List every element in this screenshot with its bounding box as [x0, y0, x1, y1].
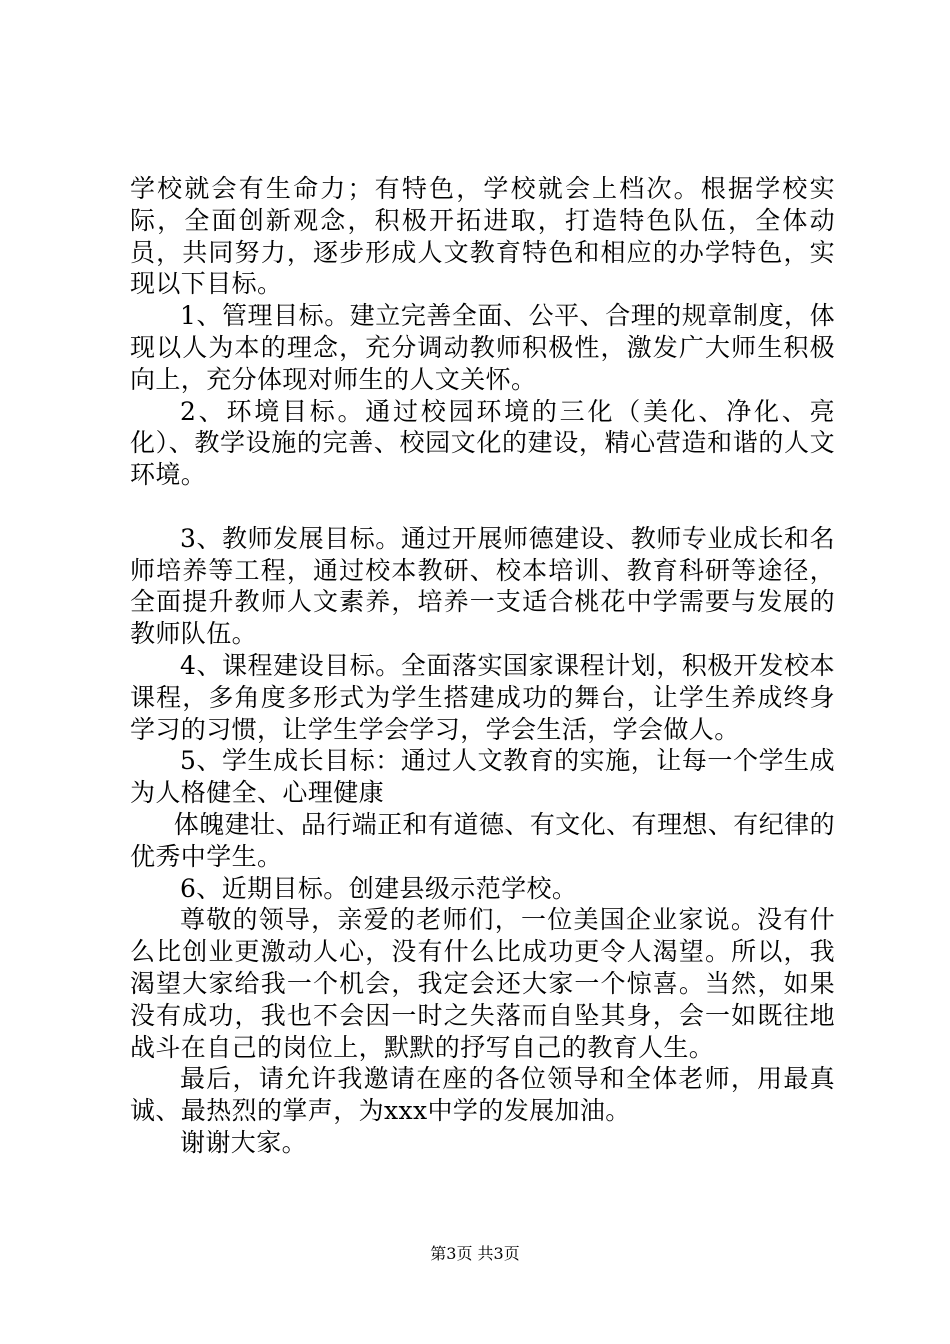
paragraph-student-goal: 5、学生成长目标：通过人文教育的实施，让每一个学生成为人格健全、心理健康	[130, 746, 835, 808]
paragraph-student-goal-continued: 体魄建壮、品行端正和有道德、有文化、有理想、有纪律的优秀中学生。	[130, 809, 835, 871]
paragraph-address-to-audience: 尊敬的领导，亲爱的老师们，一位美国企业家说。没有什么比创业更激动人心，没有什么比成功更令人渴望。所以，我渴望大家给我一个机会，我定会还大家一个惊喜。当然，如果没有成功，我也不会因一时之失落而自坠其身，会一如既往地战斗在自己的岗位上，默默的抒写自己的教育人生。	[130, 905, 835, 1062]
paragraph-environment-goal: 2、环境目标。通过校园环境的三化（美化、净化、亮化）、教学设施的完善、校园文化的建设，精心营造和谐的人文环境。	[130, 396, 835, 490]
page-number-footer: 第3页 共3页	[430, 1244, 520, 1263]
paragraph-curriculum-goal: 4、课程建设目标。全面落实国家课程计划，积极开发校本课程，多角度多形式为学生搭建成功的舞台，让学生养成终身学习的习惯，让学生学会学习，学会生活，学会做人。	[130, 650, 835, 744]
document-body	[130, 173, 835, 1159]
paragraph-closing-invitation: 最后，请允许我邀请在座的各位领导和全体老师，用最真诚、最热烈的掌声，为xxx中学的发展加油。	[130, 1064, 835, 1126]
paragraph-teacher-goal: 3、教师发展目标。通过开展师德建设、教师专业成长和名师培养等工程，通过校本教研、校本培训、教育科研等途径，全面提升教师人文素养，培养一支适合桃花中学需要与发展的教师队伍。	[130, 523, 835, 649]
paragraph-management-goal: 1、管理目标。建立完善全面、公平、合理的规章制度，体现以人为本的理念，充分调动教师积极性，激发广大师生积极向上，充分体现对师生的人文关怀。	[130, 301, 835, 394]
paragraph-near-term-goal: 6、近期目标。创建县级示范学校。	[180, 873, 578, 903]
paragraph-thanks: 谢谢大家。	[180, 1127, 308, 1157]
paragraph-intro-continuation: 学校就会有生命力；有特色，学校就会上档次。根据学校实际，全面创新观念，积极开拓进取，打造特色队伍，全体动员，共同努力，逐步形成人文教育特色和相应的办学特色，实现以下目标。	[130, 174, 835, 299]
